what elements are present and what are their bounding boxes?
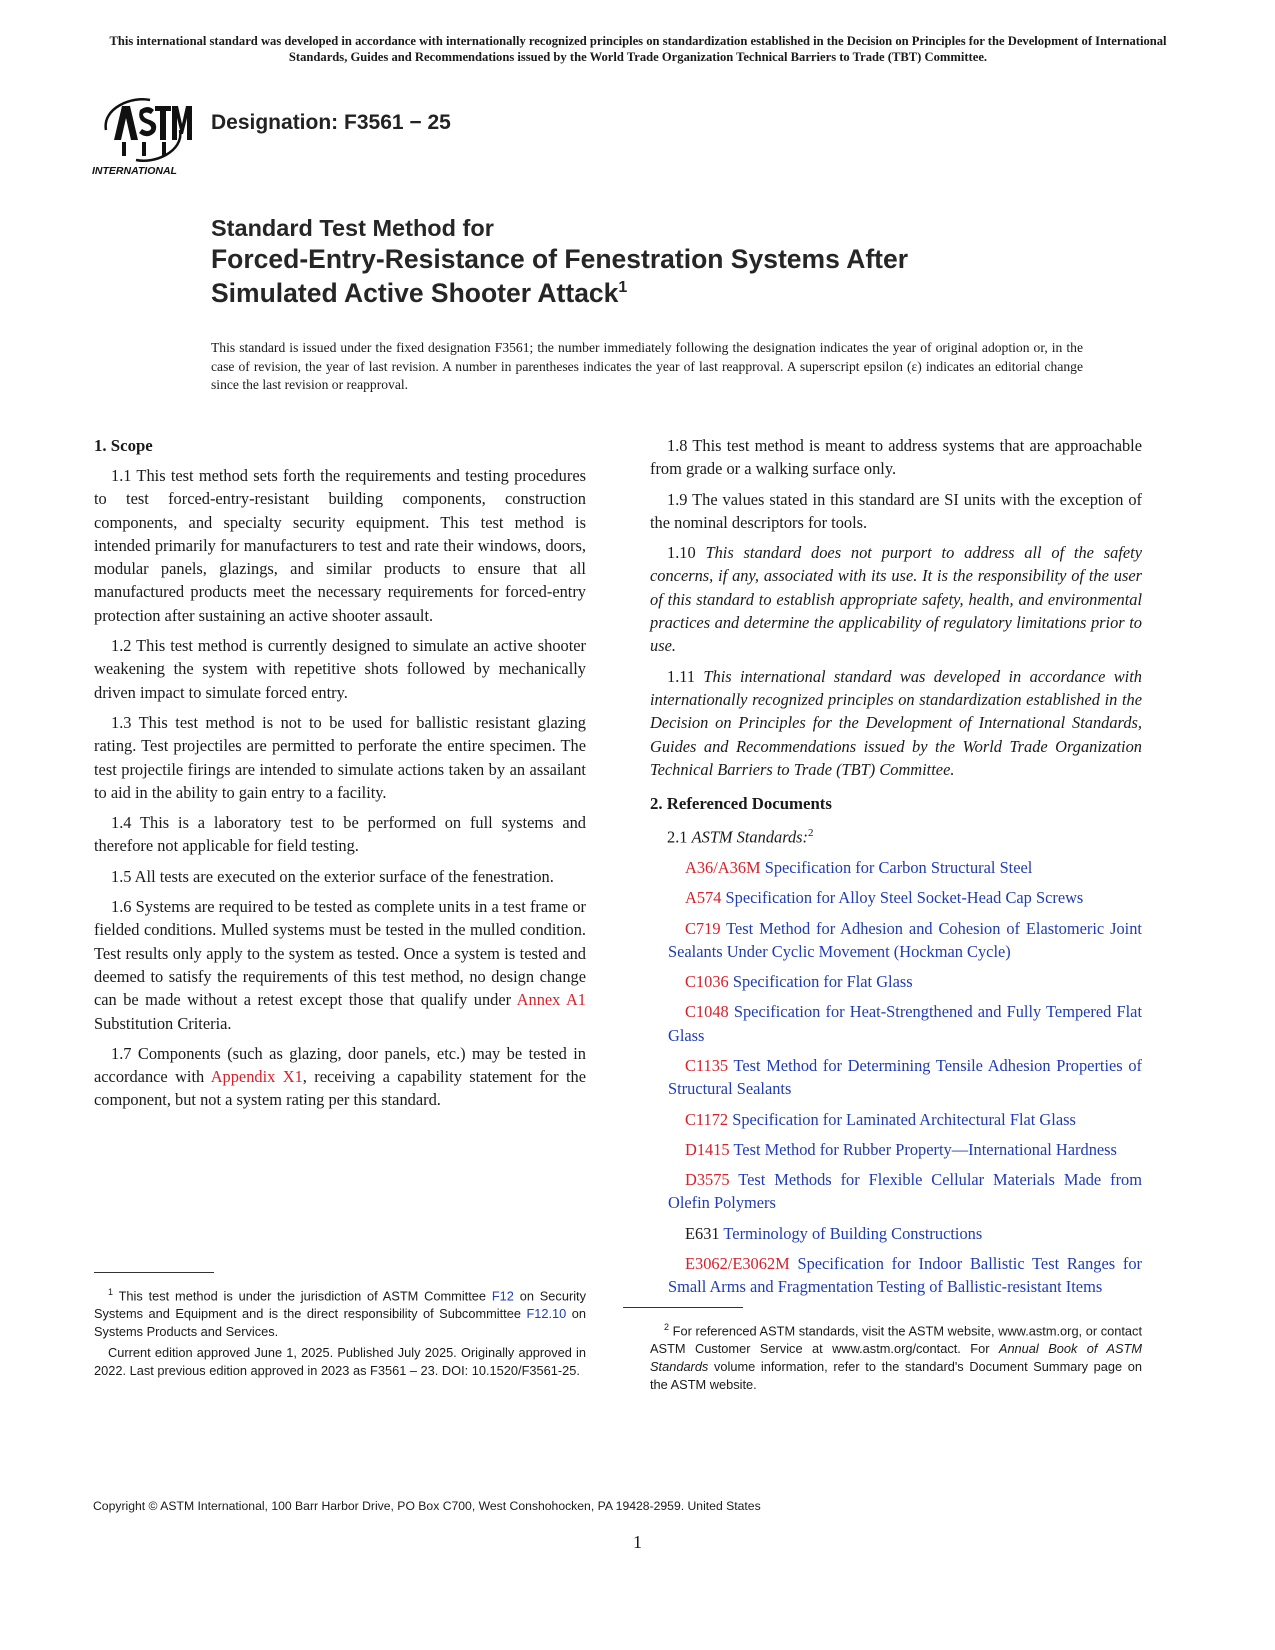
section-2-heading: 2. Referenced Documents xyxy=(650,794,832,814)
reference-title-link[interactable]: Test Method for Determining Tensile Adhesion Properties of Structural Sealants xyxy=(668,1056,1142,1099)
copyright: Copyright © ASTM International, 100 Barr Harbor Drive, PO Box C700, West Conshohocken, PA 19428-2959. United States xyxy=(93,1499,761,1513)
title-line-1: Standard Test Method for xyxy=(211,215,494,241)
astm-logo-text: INTERNATIONAL xyxy=(92,165,177,177)
astm-standards-subheading: 2.1 ASTM Standards:$^2$ xyxy=(667,827,814,847)
reference-item xyxy=(650,970,1142,993)
reference-title-link[interactable]: Specification for Laminated Architectural Flat Glass xyxy=(732,1109,1076,1129)
designation: Designation: F3561 − 25 xyxy=(211,111,451,134)
appendix-x1-link[interactable]: Appendix X1 xyxy=(210,1067,303,1087)
paragraph-1-7: 1.7 Components (such as glazing, door panels, etc.) may be tested in accordance with Appendix X1, receiving a capability statement for the component, but not a system rating per this standard. xyxy=(94,1043,586,1110)
paragraph-1-8: 1.8 This test method is meant to address systems that are approachable from grade or a walking surface only. xyxy=(650,436,1142,479)
reference-code[interactable]: C1135 xyxy=(685,1056,729,1075)
reference-title-link[interactable]: Test Method for Rubber Property—International Hardness xyxy=(733,1139,1117,1159)
subcommittee-f12-10-link[interactable]: F12.10 xyxy=(526,1306,567,1322)
reference-title-link[interactable]: Specification for Heat-Strengthened and Fully Tempered Flat Glass xyxy=(668,1002,1142,1045)
title-line-2: Forced-Entry-Resistance of Fenestration Systems After xyxy=(211,244,909,274)
footnote-1 xyxy=(94,1283,586,1383)
footnote-2-mark[interactable]: 2 xyxy=(808,827,814,840)
reference-code[interactable]: A574 xyxy=(685,888,722,908)
footnote-rule-right xyxy=(623,1307,743,1308)
referenced-documents-list xyxy=(650,856,1142,1299)
reference-title-link[interactable]: Specification for Flat Glass xyxy=(732,972,913,992)
reference-title-link[interactable]: Terminology of Building Constructions xyxy=(723,1223,983,1243)
reference-item xyxy=(650,1222,1142,1245)
paragraph-1-6: 1.6 Systems are required to be tested as complete units in a test frame or fielded conditions. Mulled systems must be tested in the mulled condition. Test results only apply to the system as tested. Once a system is tested and deemed to satisfy the requirements of this test method, no design change can be made without a retest except those that qualify under Annex A1 Substitution Criteria. xyxy=(94,897,586,1033)
title-line-3: Simulated Active Shooter Attack$^1$ xyxy=(211,278,628,308)
right-column xyxy=(650,434,1142,1306)
reference-title-link[interactable]: Test Method for Adhesion and Cohesion of Elastomeric Joint Sealants Under Cyclic Movement (Hockman Cycle) xyxy=(668,918,1142,961)
reference-code[interactable]: C1048 xyxy=(685,1002,729,1022)
reference-item xyxy=(650,1252,1142,1299)
reference-code[interactable]: C1036 xyxy=(685,972,729,992)
footnote-2-text: $^2$ For referenced ASTM standards, visit the ASTM website, www.astm.org, or contact ASTM Customer Service at www.astm.org/contact. For Annual Book of ASTM Standards volume information, refer to the standard's Document Summary page on the ASTM website. xyxy=(650,1322,1142,1393)
footnote-2 xyxy=(650,1318,1142,1397)
reference-code[interactable]: D3575 xyxy=(685,1170,730,1190)
header-notice: This international standard was developed in accordance with internationally recognized principles on standardization established in the Decision on Principles for the Development of International Standards, Guides and Recommendations issued by the World Trade Organization Technical Barriers to Trade (TBT) Committee. xyxy=(109,34,1167,64)
reference-item xyxy=(650,886,1142,909)
reference-code[interactable]: C719 xyxy=(685,918,721,938)
page-number: 1 xyxy=(633,1532,642,1552)
paragraph-1-5: 1.5 All tests are executed on the exterior surface of the fenestration. xyxy=(111,866,554,886)
document-title xyxy=(211,214,1171,310)
reference-code[interactable]: D1415 xyxy=(685,1139,730,1159)
footnote-1-text: $^1$ This test method is under the jurisdiction of ASTM Committee F12 on Security Systems and Equipment and is the direct responsibility of Subcommittee F12.10 on Systems Products and Services. xyxy=(94,1287,586,1340)
paragraph-1-11: 1.11 This international standard was developed in accordance with internationally recognized principles on standardization established in the Decision on Principles for the Development of International Standards, Guides and Recommendations issued by the World Trade Organization Technical Barriers to Trade (TBT) Committee. xyxy=(650,666,1142,779)
left-column xyxy=(94,434,586,1119)
reference-title-link[interactable]: Specification for Carbon Structural Steel xyxy=(764,857,1033,877)
footnote-1-edition: Current edition approved June 1, 2025. Published July 2025. Originally approved in 2022. Last previous edition approved in 2023 as F3561 – 23. DOI: 10.1520/F3561-25. xyxy=(94,1345,586,1379)
reference-code[interactable]: E3062/E3062M xyxy=(685,1254,790,1274)
paragraph-1-9: 1.9 The values stated in this standard are SI units with the exception of the nominal descriptors for tools. xyxy=(650,489,1142,532)
reference-code: E631 xyxy=(685,1223,720,1243)
paragraph-1-10: 1.10 This standard does not purport to address all of the safety concerns, if any, associated with its use. It is the responsibility of the user of this standard to establish appropriate safety, health, and environmental practices and determine the applicability of regulatory limitations prior to use. xyxy=(650,543,1142,656)
reference-item xyxy=(650,1108,1142,1131)
paragraph-1-3: 1.3 This test method is not to be used for ballistic resistant glazing rating. Test projectiles are permitted to perforate the entire specimen. The test projectile firings are intended to simulate actions taken by an assailant to aid in the ability to gain entry to a facility. xyxy=(94,712,586,802)
footnote-rule-left xyxy=(94,1272,214,1273)
committee-f12-link[interactable]: F12 xyxy=(491,1288,514,1304)
reference-item xyxy=(650,856,1142,879)
paragraph-1-1: 1.1 This test method sets forth the requirements and testing procedures to test forced-entry-resistant building components, construction components, and specialty security equipment. This test method is intended primarily for manufacturers to test and rate their windows, doors, modular panels, glazings, and similar products to ensure that all manufactured products meet the necessary requirements for forced-entry protection after sustaining an active shooter assault. xyxy=(94,466,586,625)
reference-title-link[interactable]: Test Methods for Flexible Cellular Materials Made from Olefin Polymers xyxy=(668,1170,1142,1213)
reference-item xyxy=(650,917,1142,964)
reference-item xyxy=(650,1138,1142,1161)
reference-item xyxy=(650,1054,1142,1101)
reference-title-link[interactable]: Specification for Indoor Ballistic Test Ranges for Small Arms and Fragmentation Testing of Ballistic-resistant Items xyxy=(668,1254,1142,1297)
paragraph-1-2: 1.2 This test method is currently designed to simulate an active shooter weakening the system with repetitive shots followed by mechanically driven impact to simulate forced entry. xyxy=(94,636,586,702)
reference-code[interactable]: C1172 xyxy=(685,1109,729,1129)
reference-code[interactable]: A36/A36M xyxy=(685,857,761,877)
title-footnote-mark[interactable]: 1 xyxy=(618,279,628,297)
paragraph-1-4: 1.4 This is a laboratory test to be performed on full systems and therefore not applicable for field testing. xyxy=(94,813,586,856)
issued-note: This standard is issued under the fixed designation F3561; the number immediately following the designation indicates the year of original adoption or, in the case of revision, the year of last revision. A number in parentheses indicates the year of last reapproval. A superscript epsilon (ε) indicates an editorial change since the last revision or reapproval. xyxy=(211,340,1083,392)
section-1-heading: 1. Scope xyxy=(94,436,153,455)
reference-item xyxy=(650,1000,1142,1047)
annex-a1-link[interactable]: Annex A1 xyxy=(516,990,586,1010)
reference-item xyxy=(650,1168,1142,1215)
reference-title-link[interactable]: Specification for Alloy Steel Socket-Head Cap Screws xyxy=(725,888,1084,908)
astm-logo-icon xyxy=(92,88,194,178)
